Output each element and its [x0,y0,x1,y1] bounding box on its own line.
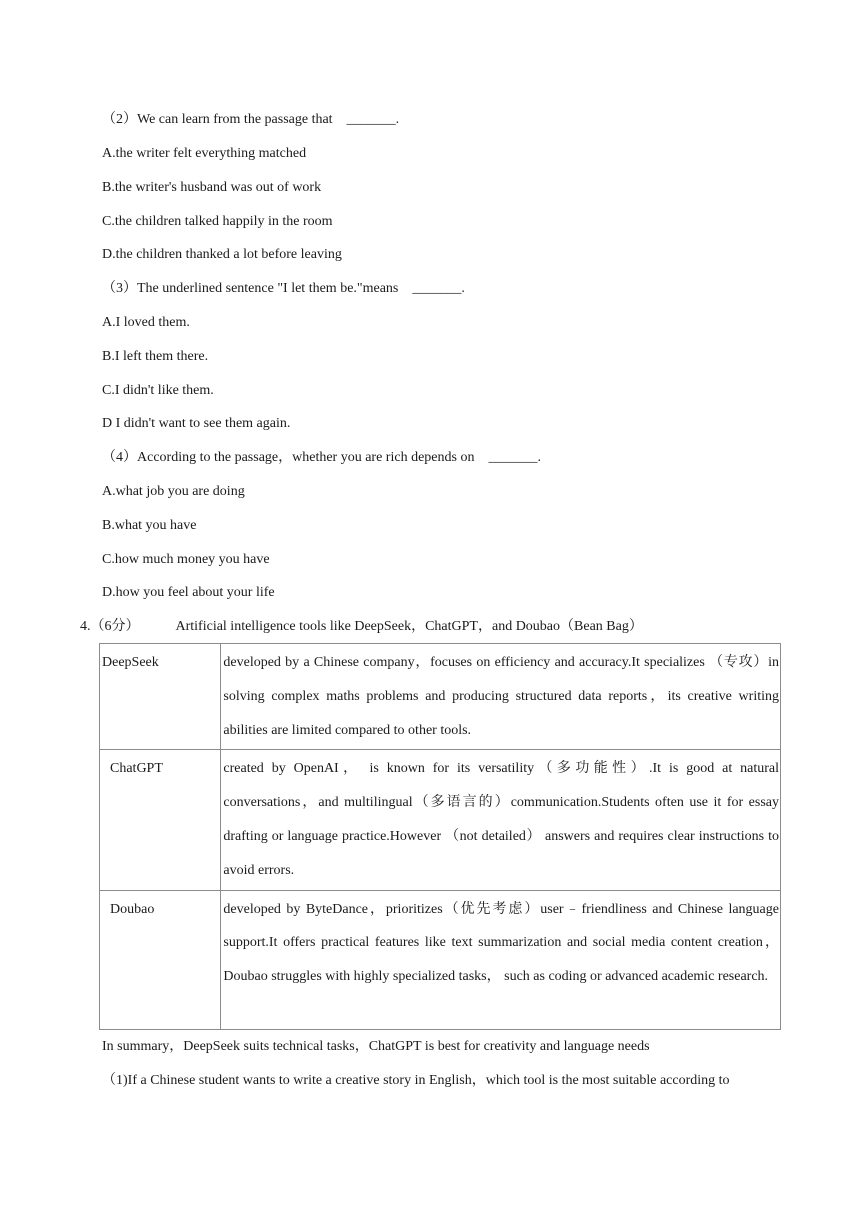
option-4c: C.how much money you have [102,552,270,567]
section-4-number: 4.（6分） [80,619,140,634]
section-4-title: Artificial intelligence tools like DeepSeek，ChatGPT，and Doubao（Bean Bag） [175,619,643,634]
tool-name-cell [100,890,221,1029]
table-row [100,750,781,890]
option-3a: A.I loved them. [102,315,190,330]
option-3d: D I didn't want to see them again. [102,416,291,431]
table-row [100,890,781,1029]
tool-name: ChatGPT [110,761,163,777]
question-4-stem [102,449,541,467]
option-3c: C.I didn't like them. [102,383,214,398]
option-4d: D.how you feel about your life [102,585,275,600]
ai-tools-table [99,643,781,1030]
question-3-stem [102,280,465,298]
option-2b: B.the writer's husband was out of work [102,180,322,195]
table-row [100,644,781,750]
option-2a: A.the writer felt everything matched [102,146,307,161]
question-3-stem-text: （3）The underlined sentence "I let them be."means [102,281,399,296]
answer-blank: _______. [346,112,400,127]
tool-name-cell [100,644,221,750]
section-4-heading [80,618,643,636]
tool-description: created by OpenAI， is known for its versatility（多功能性）.It is good at natural conversations，and multilingual（多语言的）communication.Students often use it for essay drafting or language practice.However （not detailed） answers and requires clear instructions to avoid errors. [223,761,779,878]
option-3b: B.I left them there. [102,349,209,364]
sub-question-1: （1)If a Chinese student wants to write a creative story in English，which tool is the most suitable according to [102,1073,730,1088]
tool-description: developed by a Chinese company，focuses on efficiency and accuracy.It specializes （专攻）in solving complex maths problems and producing structured data reports，its creative writing abilities are limited compared to other tools. [223,655,779,738]
tool-name-cell [100,750,221,890]
answer-blank: _______. [412,281,465,296]
option-4a: A.what job you are doing [102,484,245,499]
tool-name: Doubao [110,901,155,917]
option-2c: C.the children talked happily in the room [102,214,333,229]
option-2d: D.the children thanked a lot before leaving [102,247,342,262]
question-2-stem [102,111,399,129]
tool-description-cell [221,644,781,750]
option-4b: B.what you have [102,518,197,533]
summary-text: In summary，DeepSeek suits technical tasks，ChatGPT is best for creativity and language needs [102,1039,650,1054]
tool-description: developed by ByteDance，prioritizes（优先考虑）user﹣friendliness and Chinese language support.It offers practical features like text summarization and social media content creation， Doubao struggles with highly specialized tasks， such as coding or advanced academic research. [223,901,779,985]
tool-description-cell [221,750,781,890]
tool-name: DeepSeek [102,655,159,670]
question-2-stem-text: （2）We can learn from the passage that [102,112,333,127]
tool-description-cell [221,890,781,1029]
question-4-stem-text: （4）According to the passage，whether you are rich depends on [102,450,475,465]
answer-blank: _______. [488,450,541,465]
